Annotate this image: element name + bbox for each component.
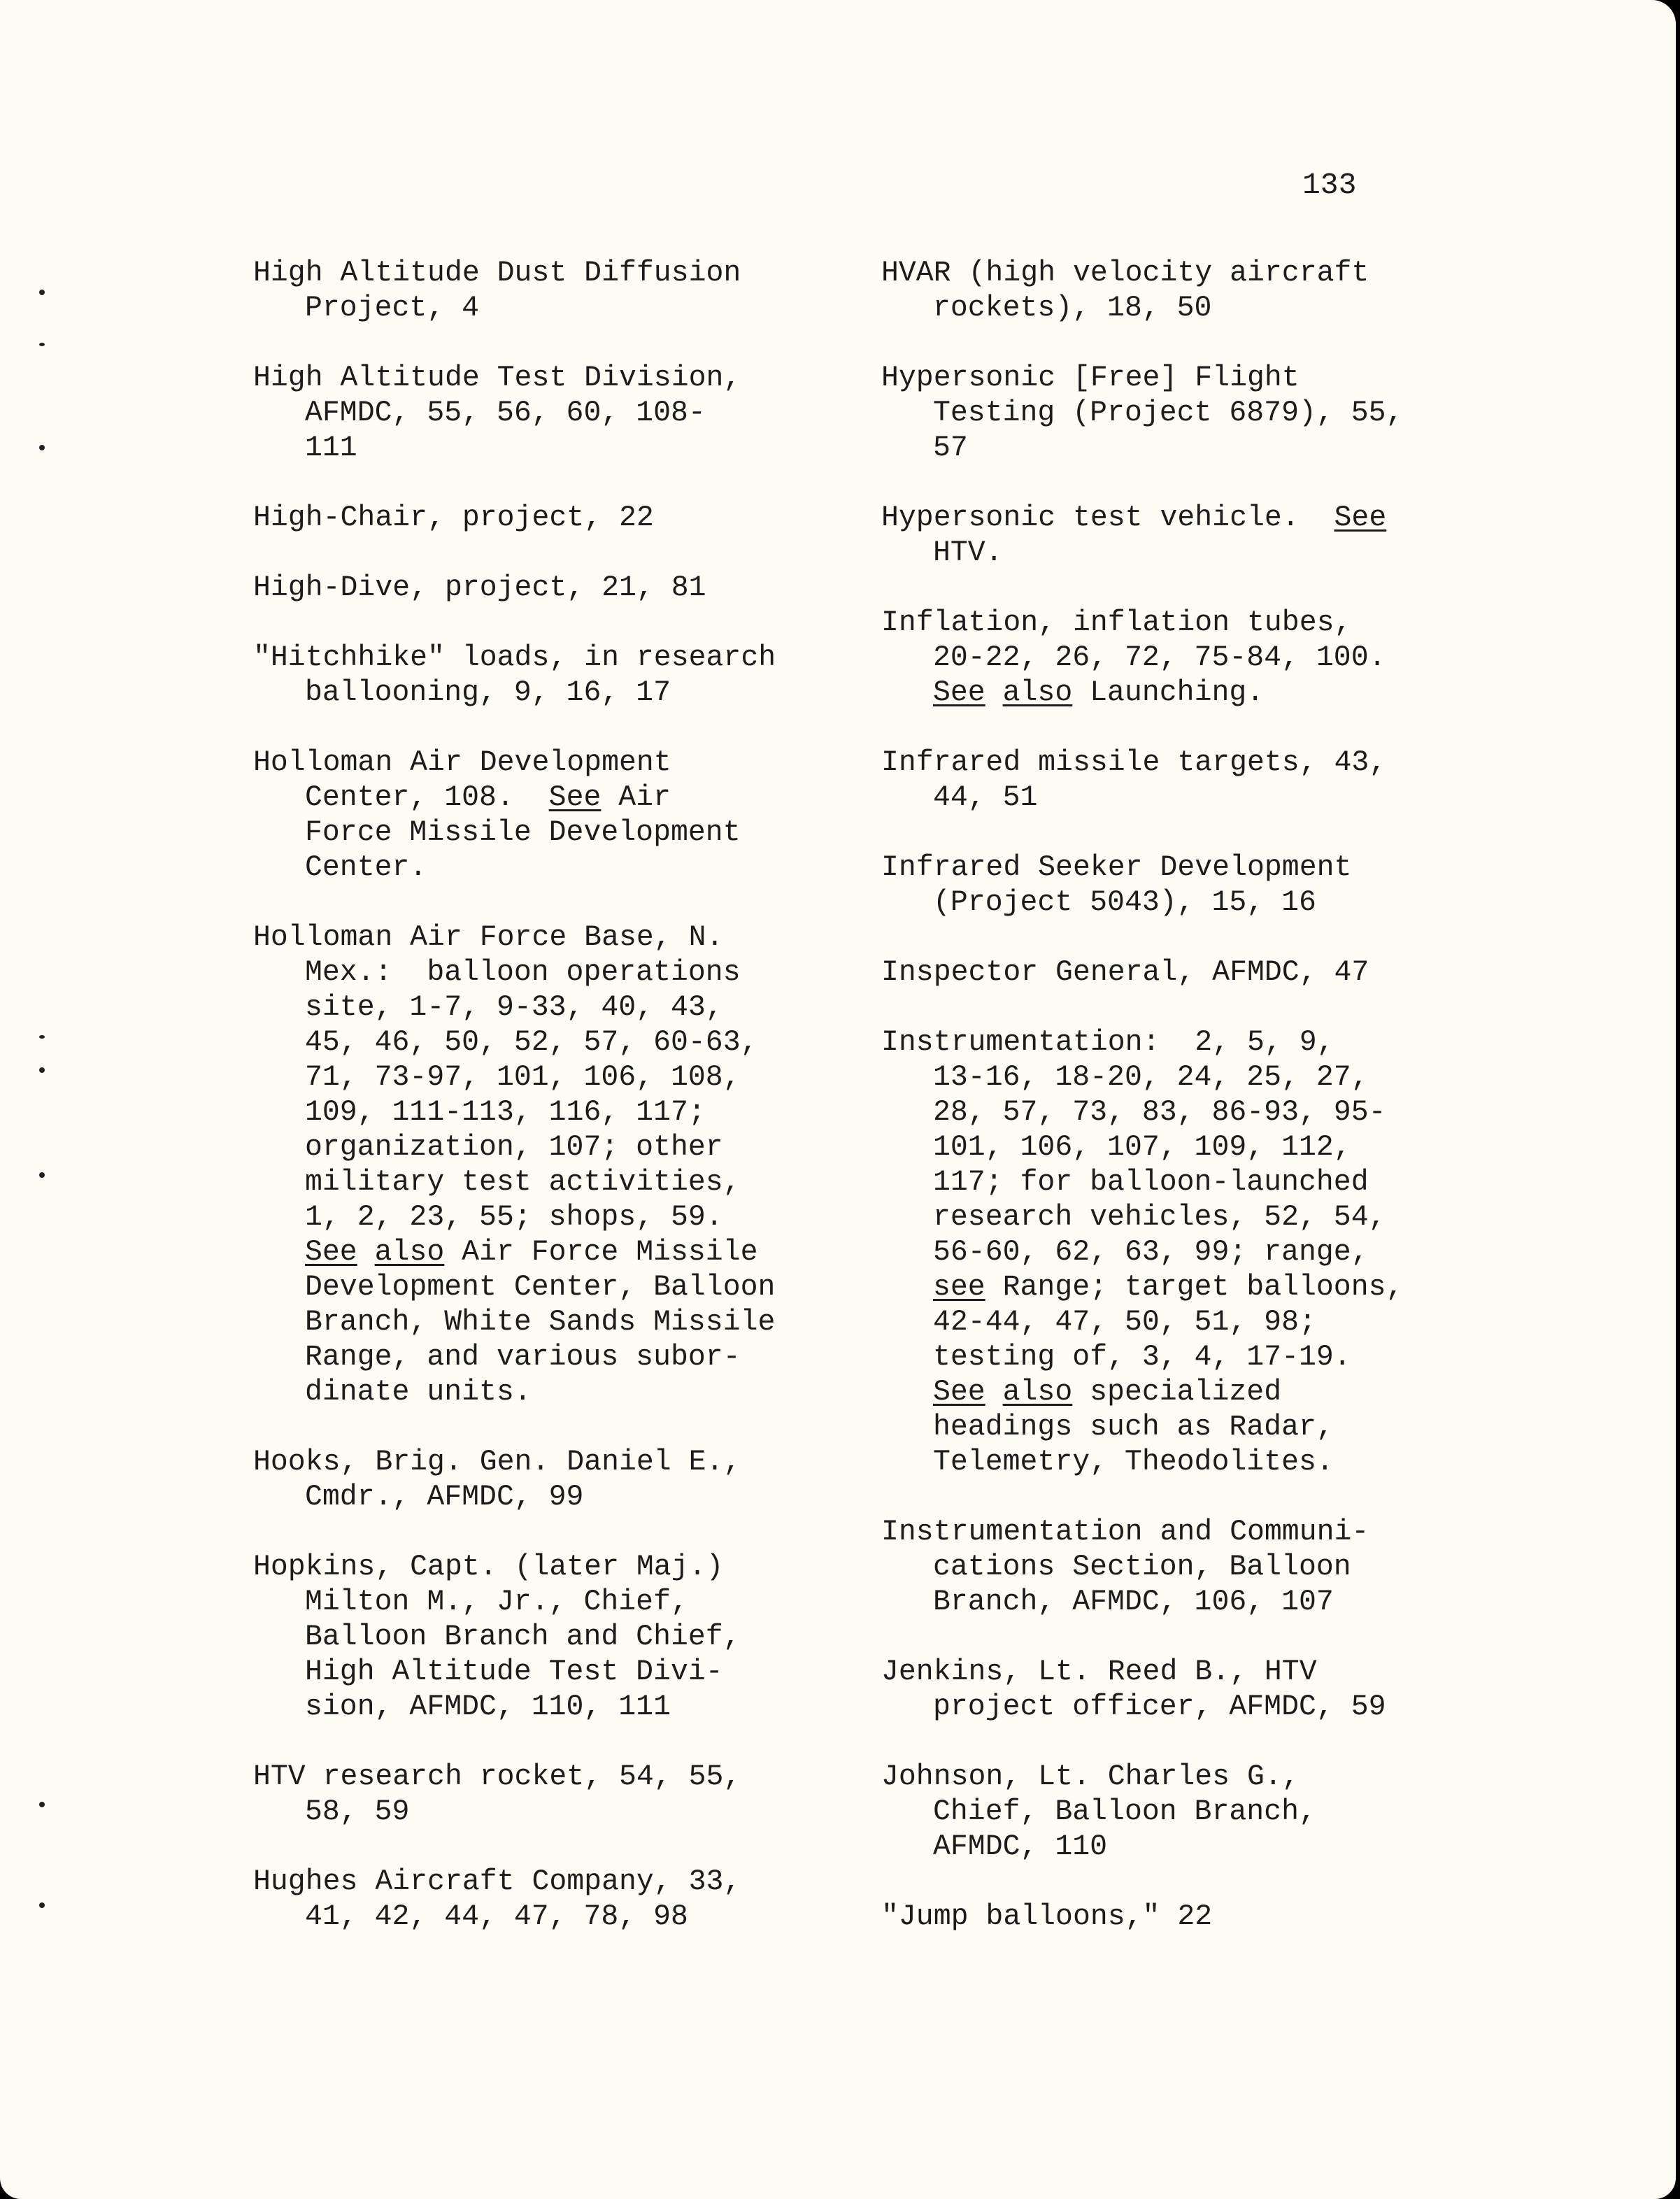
index-text: [985, 676, 1003, 709]
index-line: 71, 73-97, 101, 106, 108,: [305, 1061, 741, 1094]
index-heading: High Altitude Test Division,: [253, 362, 741, 394]
index-line: 28, 57, 73, 83, 86-93, 95-: [933, 1096, 1386, 1129]
index-entry: [881, 1515, 1441, 1620]
index-column-right: [881, 256, 1441, 1970]
cross-reference: also: [1002, 676, 1073, 709]
index-heading: "Jump balloons," 22: [881, 1900, 1213, 1933]
cross-reference: See: [548, 781, 601, 814]
index-text: Launching.: [1072, 676, 1265, 709]
index-entry: [253, 361, 827, 466]
index-text: Air Force Missile: [444, 1236, 758, 1269]
index-entry: [881, 361, 1441, 466]
index-line: Balloon Branch and Chief,: [305, 1621, 741, 1653]
cross-reference: also: [374, 1236, 445, 1269]
index-line: High Altitude Test Divi-: [305, 1656, 723, 1688]
index-line: HTV.: [933, 536, 1003, 569]
scan-mark: [39, 343, 45, 346]
index-text: [985, 1376, 1003, 1409]
index-heading: Inflation, inflation tubes,: [881, 606, 1352, 639]
index-entry: [881, 955, 1441, 990]
index-line: 44, 51: [933, 781, 1038, 814]
index-line: military test activities,: [305, 1166, 741, 1199]
index-line: 111: [305, 432, 357, 464]
index-entry: [881, 1025, 1441, 1480]
cross-reference: see: [933, 1271, 985, 1304]
index-line: [881, 1270, 1441, 1305]
index-entry: [881, 746, 1441, 816]
index-line: Force Missile Development: [305, 816, 741, 849]
index-entry: [253, 501, 827, 536]
scan-mark: [39, 445, 45, 450]
index-text: Center, 108.: [305, 781, 549, 814]
index-line: Branch, White Sands Missile: [305, 1306, 776, 1339]
cross-reference: See: [305, 1236, 357, 1269]
index-line: 58, 59: [305, 1795, 410, 1828]
index-heading: Johnson, Lt. Charles G.,: [881, 1760, 1300, 1793]
index-line: AFMDC, 55, 56, 60, 108-: [305, 397, 706, 429]
index-line: dinate units.: [305, 1376, 532, 1409]
index-line: Mex.: balloon operations: [305, 956, 741, 989]
index-line: AFMDC, 110: [933, 1830, 1108, 1863]
index-entry: [253, 571, 827, 606]
index-line: project officer, AFMDC, 59: [933, 1691, 1386, 1723]
index-entry: [881, 1900, 1441, 1935]
index-entry: [881, 606, 1441, 711]
index-heading: Holloman Air Development: [253, 746, 671, 779]
index-line: [881, 676, 1441, 711]
index-line: Telemetry, Theodolites.: [933, 1446, 1334, 1479]
index-heading: HVAR (high velocity aircraft: [881, 257, 1369, 290]
index-heading: Hopkins, Capt. (later Maj.): [253, 1551, 724, 1584]
index-line: Cmdr., AFMDC, 99: [305, 1481, 584, 1514]
index-line: 117; for balloon-launched: [933, 1166, 1369, 1199]
index-text: [357, 1236, 375, 1269]
index-line: headings such as Radar,: [933, 1411, 1334, 1444]
page-number: 133: [1302, 168, 1357, 202]
index-heading: HTV research rocket, 54, 55,: [253, 1760, 741, 1793]
index-heading: High-Dive, project, 21, 81: [253, 571, 706, 604]
index-column-left: [253, 256, 827, 1970]
index-line: Chief, Balloon Branch,: [933, 1795, 1316, 1828]
index-entry: [881, 501, 1441, 571]
index-line: 45, 46, 50, 52, 57, 60-63,: [305, 1026, 758, 1059]
index-line: testing of, 3, 4, 17-19.: [933, 1341, 1351, 1374]
cross-reference: also: [1002, 1376, 1073, 1409]
index-entry: [253, 1445, 827, 1515]
index-heading: [881, 501, 1441, 536]
index-text: Hypersonic test vehicle.: [881, 501, 1334, 534]
index-line: Milton M., Jr., Chief,: [305, 1586, 688, 1618]
cross-reference: See: [1334, 501, 1387, 534]
cross-reference: See: [933, 676, 985, 709]
index-line: site, 1-7, 9-33, 40, 43,: [305, 991, 723, 1024]
index-line: Center.: [305, 851, 427, 884]
index-line: Project, 4: [305, 292, 480, 325]
index-heading: Instrumentation: 2, 5, 9,: [881, 1026, 1334, 1059]
index-entry: [881, 851, 1441, 920]
index-line: 41, 42, 44, 47, 78, 98: [305, 1900, 688, 1933]
scan-mark: [39, 1802, 45, 1807]
scan-mark: [39, 1035, 45, 1039]
index-entry: [881, 1655, 1441, 1725]
index-line: Branch, AFMDC, 106, 107: [933, 1586, 1334, 1618]
index-line: Range, and various subor-: [305, 1341, 741, 1374]
cross-reference: See: [933, 1376, 985, 1409]
index-line: 57: [933, 432, 968, 464]
scan-mark: [39, 1902, 45, 1908]
index-heading: Infrared missile targets, 43,: [881, 746, 1387, 779]
index-line: (Project 5043), 15, 16: [933, 886, 1316, 919]
index-line: sion, AFMDC, 110, 111: [305, 1691, 671, 1723]
index-heading: Hughes Aircraft Company, 33,: [253, 1865, 741, 1898]
index-line: research vehicles, 52, 54,: [933, 1201, 1386, 1234]
index-line: [253, 781, 827, 816]
index-text: specialized: [1072, 1376, 1282, 1409]
index-line: Testing (Project 6879), 55,: [933, 397, 1404, 429]
index-entry: [253, 1865, 827, 1935]
index-line: rockets), 18, 50: [933, 292, 1212, 325]
index-text: Air: [601, 781, 671, 814]
index-line: ballooning, 9, 16, 17: [305, 676, 671, 709]
index-line: 42-44, 47, 50, 51, 98;: [933, 1306, 1316, 1339]
index-line: Development Center, Balloon: [305, 1271, 776, 1304]
scan-mark: [39, 1067, 45, 1073]
index-text: Range; target balloons,: [985, 1271, 1404, 1304]
index-line: 56-60, 62, 63, 99; range,: [933, 1236, 1369, 1269]
index-entry: [881, 1760, 1441, 1865]
index-line: cations Section, Balloon: [933, 1551, 1351, 1584]
index-heading: Holloman Air Force Base, N.: [253, 921, 724, 954]
index-heading: High Altitude Dust Diffusion: [253, 257, 741, 290]
index-line: 20-22, 26, 72, 75-84, 100.: [933, 641, 1386, 674]
index-line: 1, 2, 23, 55; shops, 59.: [305, 1201, 723, 1234]
scan-mark: [39, 1172, 45, 1178]
index-heading: Jenkins, Lt. Reed B., HTV: [881, 1656, 1317, 1688]
index-line: 101, 106, 107, 109, 112,: [933, 1131, 1351, 1164]
index-entry: [881, 256, 1441, 326]
index-line: 13-16, 18-20, 24, 25, 27,: [933, 1061, 1369, 1094]
index-heading: Infrared Seeker Development: [881, 851, 1352, 884]
index-entry: [253, 641, 827, 711]
index-heading: Hypersonic [Free] Flight: [881, 362, 1300, 394]
index-entry: [253, 1760, 827, 1830]
index-line: [253, 1235, 827, 1270]
index-entry: [253, 746, 827, 885]
index-entry: [253, 920, 827, 1410]
index-entry: [253, 1550, 827, 1725]
index-heading: Hooks, Brig. Gen. Daniel E.,: [253, 1446, 741, 1479]
index-heading: Inspector General, AFMDC, 47: [881, 956, 1369, 989]
index-line: organization, 107; other: [305, 1131, 723, 1164]
index-entry: [253, 256, 827, 326]
index-heading: "Hitchhike" loads, in research: [253, 641, 776, 674]
index-line: [881, 1375, 1441, 1410]
index-heading: High-Chair, project, 22: [253, 501, 654, 534]
index-line: 109, 111-113, 116, 117;: [305, 1096, 706, 1129]
scan-mark: [39, 290, 45, 295]
index-heading: Instrumentation and Communi-: [881, 1516, 1369, 1549]
